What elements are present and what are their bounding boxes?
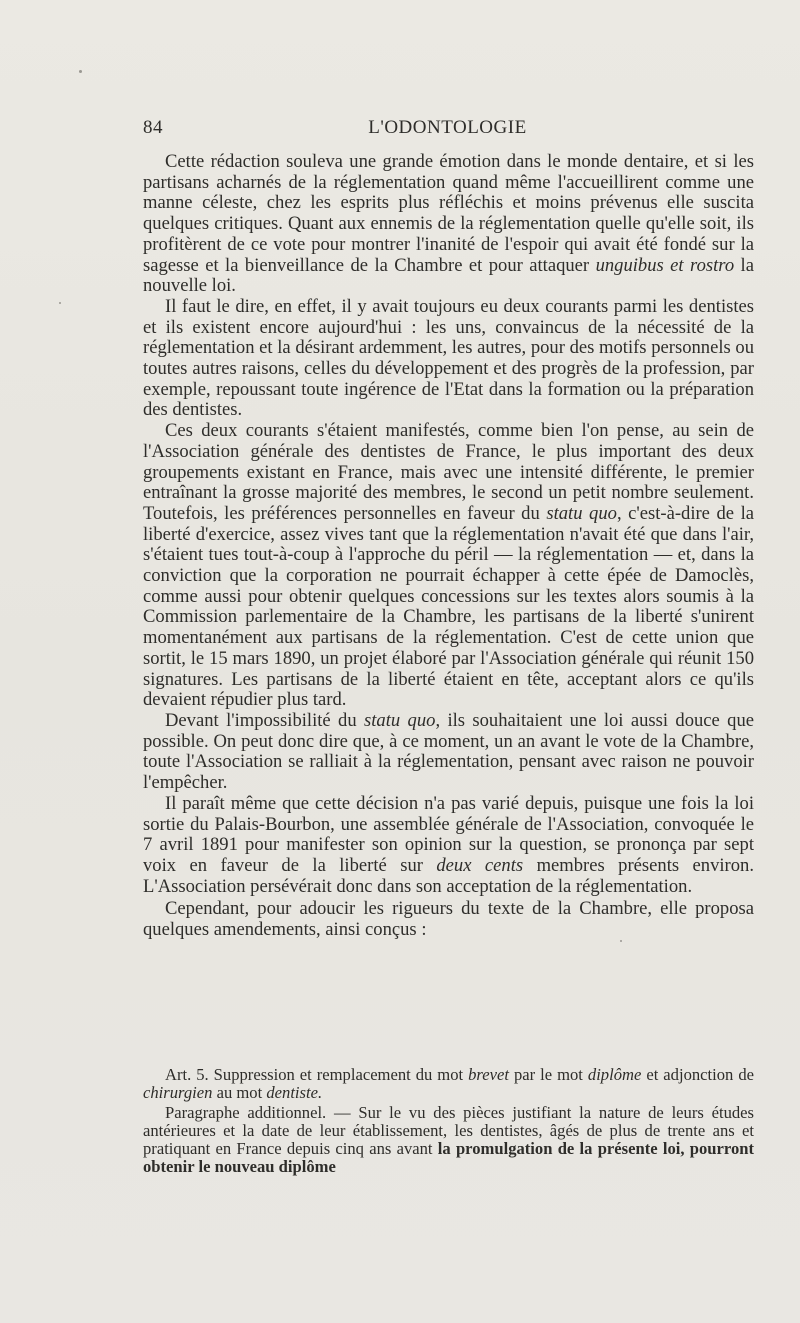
amendment-text: par le mot [508,1065,588,1084]
paragraph-text: , ils souhaitaient une loi aussi douce que possible. On peut donc dire que, à ce moment, un an avant le vote de la Chambre, toute l'Association se ralliait à la réglementation, pensant avec raison ne pouvoir l'empêcher. [143,709,755,794]
italic-phrase: statu quo [364,709,436,731]
page-number: 84 [143,117,163,138]
quoted-amendments [143,1066,754,1175]
amendment-text: au mot [212,1082,267,1102]
italic-phrase: statu quo [546,502,617,524]
amendment-text: Paragraphe additionnel. — Sur le vu des pièces justifiant la nature de leurs études antérieures et la date de leur établissement, les dentistes, âgés de plus de trente ans et pratiquant en France depuis cinq ans avant [143,1102,754,1158]
additional-paragraph [143,1104,754,1176]
italic-term: brevet [468,1065,509,1084]
paragraph [143,711,754,794]
amendment-text: Art. 5. Suppression et remplacement du mot [165,1065,469,1084]
paragraph-text: la nouvelle loi. [143,254,754,297]
paragraph-text: Cette rédaction souleva une grande émotion dans le monde dentaire, et si les partisans acharnés de la réglementation quand même l'accueillirent comme une manne céleste, chez les esprits plus réfléchis et moins prévenus elle suscita quelques critiques. Quant aux ennemis de la réglementation quelle qu'elle soit, ils profitèrent de ce vote pour montrer l'inanité de l'espoir qui avait été fondé sur la sagesse et la bienveillance de la Chambre et pour attaquer [143,151,754,276]
paragraph [143,794,754,898]
paragraph-text: Ces deux courants s'étaient manifestés, comme bien l'on pense, au sein de l'Association générale des dentistes de France, le plus important des deux groupements existant en France, mais avec une intensité différente, le premier entraînant la grosse majorité des membres, le second un petit nombre seulement. Toutefois, les préférences personnelles en faveur du [143,420,754,524]
body-text [143,152,754,941]
amendment-text-bold: la promulgation de la présente loi, pourront obtenir le nouveau diplôme [143,1138,754,1176]
running-head: L'ODONTOLOGIE [368,117,527,138]
paragraph-text: , c'est-à-dire de la liberté d'exercice, assez vives tant que la réglementation n'avait été que dans l'air, s'étaient tues tout-à-coup à l'approche du péril — la réglementation — et, dans la conviction que la corporation ne pourrait échapper à cette épée de Damoclès, comme aussi pour obtenir quelques concessions sur les textes alors soumis à la Commission parlementaire de la Chambre, les partisans de la liberté s'unirent momentanément aux partisans de la réglementation. C'est de cette union que sortit, le 15 mars 1890, un projet élaboré par l'Association générale qui réunit 150 signatures. Les partisans de la liberté étaient en tête, acceptant alors ce qu'ils devaient répudier plus tard. [143,502,754,711]
italic-term: dentiste. [266,1082,323,1102]
italic-term: chirurgien [143,1082,213,1102]
paper-speck [59,302,61,304]
paper-speck [79,70,82,73]
paragraph-text: Il faut le dire, en effet, il y avait toujours eu deux courants parmi les dentistes et ils existent encore aujourd'hui : les uns, convaincus de la nécessité de la réglementation et la désirant ardemment, les autres, pour des motifs personnels ou toutes autres raisons, celles du développement et des progrès de la profession, par exemple, repoussant toute ingérence de l'Etat dans la formation ou la préparation des dentistes. [143,295,754,421]
page-header [140,117,755,139]
paragraph-text: Il paraît même que cette décision n'a pas varié depuis, puisque une fois la loi sortie du Palais-Bourbon, une assemblée générale de l'Association, convoquée le 7 avril 1891 pour manifester son opinion sur la question, se prononça par sept voix en faveur de la liberté sur [143,792,754,876]
italic-term: diplôme [587,1065,642,1084]
italic-phrase: unguibus et rostro [595,254,735,276]
paragraph [143,297,754,421]
paragraph [143,421,754,711]
paragraph-text: membres présents environ. L'Association persévérait donc dans son acceptation de la réglementation. [143,854,754,897]
paragraph-text: Devant l'impossibilité du [165,709,364,731]
article-amendment [143,1066,754,1102]
paragraph [143,152,754,297]
paragraph [143,899,754,940]
paragraph-text: Cependant, pour adoucir les rigueurs du texte de la Chambre, elle proposa quelques amendements, ainsi conçus : [143,898,754,941]
italic-phrase: deux cents [436,854,524,876]
amendment-text: et adjonction de [641,1065,754,1084]
